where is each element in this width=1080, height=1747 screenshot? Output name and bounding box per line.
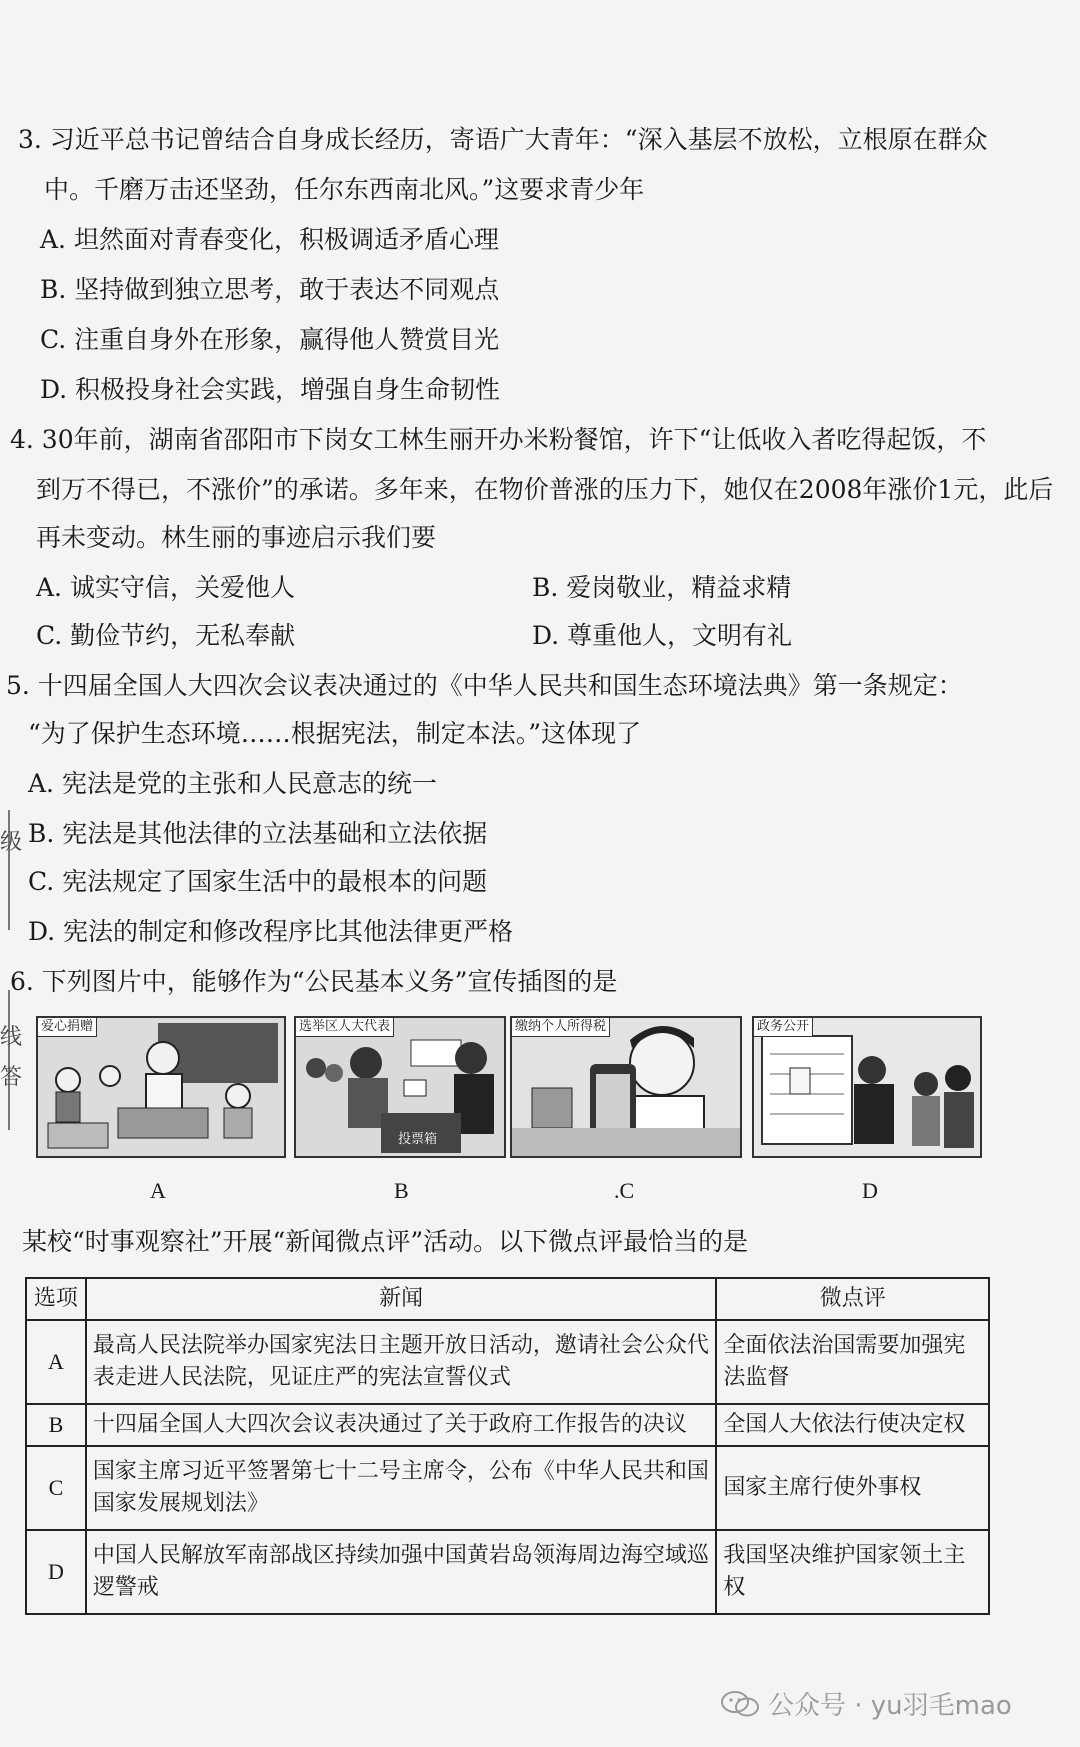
column-header-comment: 微点评	[716, 1278, 989, 1320]
q5-option-b: B. 宪法是其他法律的立法基础和立法依据	[28, 819, 488, 848]
row-comment: 全面依法治国需要加强宪法监督	[716, 1320, 989, 1404]
watermark	[720, 1685, 1012, 1722]
picture-c-tax	[510, 1016, 742, 1158]
row-news: 中国人民解放军南部战区持续加强中国黄岩岛领海周边海空域巡逻警戒	[86, 1530, 717, 1614]
table-header-row	[26, 1278, 989, 1320]
q4-stem: 到万不得已，不涨价”的承诺。多年来，在物价普涨的压力下，她仅在2008年涨价1元，此后	[36, 475, 1054, 504]
q3-option-a: A. 坦然面对青春变化，积极调适矛盾心理	[40, 225, 499, 254]
q4-stem: 4. 30年前，湖南省邵阳市下岗女工林生丽开办米粉餐馆，许下“让低收入者吃得起饭，不	[10, 425, 987, 454]
ballot-box-label: 投票箱	[398, 1132, 438, 1147]
margin-mark: 级	[0, 830, 23, 855]
row-news: 国家主席习近平签署第七十二号主席令，公布《中华人民共和国国家发展规划法》	[86, 1446, 717, 1530]
q4-option-a: A. 诚实守信，关爱他人	[36, 573, 295, 602]
picture-label-d: D	[862, 1178, 878, 1203]
picture-label-b: B	[394, 1178, 409, 1203]
q3-stem: 中。千磨万击还坚劲，任尔东西南北风。”这要求青少年	[44, 175, 645, 204]
picture-b-election	[294, 1016, 506, 1158]
q5-option-c: C. 宪法规定了国家生活中的最根本的问题	[28, 867, 488, 896]
q6-stem: 6. 下列图片中，能够作为“公民基本义务”宣传插图的是	[10, 967, 618, 996]
q3-option-c: C. 注重自身外在形象，赢得他人赞赏目光	[40, 325, 500, 354]
margin-mark: 线	[0, 1025, 23, 1050]
row-option: B	[26, 1404, 86, 1446]
q5-stem: 5. 十四届全国人大四次会议表决通过的《中华人民共和国生态环境法典》第一条规定：	[6, 671, 963, 700]
table-row	[26, 1404, 989, 1446]
row-option: A	[26, 1320, 86, 1404]
q4-option-b: B. 爱岗敬业，精益求精	[532, 573, 792, 602]
watermark-text: 公众号 · yu羽毛mao	[768, 1691, 1012, 1721]
row-comment: 我国坚决维护国家领土主权	[716, 1530, 989, 1614]
picture-label-c: .C	[614, 1178, 635, 1203]
picture-caption: 政务公开	[754, 1018, 813, 1037]
row-news: 十四届全国人大四次会议表决通过了关于政府工作报告的决议	[86, 1404, 717, 1446]
table-row	[26, 1530, 989, 1614]
q3-option-b: B. 坚持做到独立思考，敢于表达不同观点	[40, 275, 500, 304]
q5-stem: “为了保护生态环境……根据宪法，制定本法。”这体现了	[28, 719, 642, 748]
q7-stem: 某校“时事观察社”开展“新闻微点评”活动。以下微点评最恰当的是	[22, 1227, 749, 1256]
wechat-icon	[720, 1690, 760, 1718]
row-comment: 国家主席行使外事权	[716, 1446, 989, 1530]
picture-label-a: A	[150, 1178, 166, 1203]
picture-a-donation	[36, 1016, 286, 1158]
table-row	[26, 1320, 989, 1404]
column-header-news: 新闻	[86, 1278, 717, 1320]
news-comment-table	[25, 1277, 990, 1615]
q3-stem: 3. 习近平总书记曾结合自身成长经历，寄语广大青年：“深入基层不放松，立根原在群众	[18, 125, 988, 154]
q4-stem: 再未变动。林生丽的事迹启示我们要	[36, 523, 437, 552]
row-comment: 全国人大依法行使决定权	[716, 1404, 989, 1446]
q4-option-d: D. 尊重他人，文明有礼	[532, 621, 793, 650]
q5-option-a: A. 宪法是党的主张和人民意志的统一	[28, 769, 437, 798]
q3-option-d: D. 积极投身社会实践，增强自身生命韧性	[40, 375, 501, 404]
q5-option-d: D. 宪法的制定和修改程序比其他法律更严格	[28, 917, 514, 946]
row-news: 最高人民法院举办国家宪法日主题开放日活动，邀请社会公众代表走进人民法院，见证庄严的宪法宣誓仪式	[86, 1320, 717, 1404]
picture-caption: 缴纳个人所得税	[512, 1018, 610, 1037]
margin-mark: 答	[0, 1065, 23, 1090]
row-option: D	[26, 1530, 86, 1614]
column-header-option: 选项	[26, 1278, 86, 1320]
picture-caption: 选举区人大代表	[296, 1018, 394, 1037]
table-row	[26, 1446, 989, 1530]
picture-caption: 爱心捐赠	[38, 1018, 97, 1037]
q4-option-c: C. 勤俭节约，无私奉献	[36, 621, 296, 650]
row-option: C	[26, 1446, 86, 1530]
picture-d-government-affairs	[752, 1016, 982, 1158]
